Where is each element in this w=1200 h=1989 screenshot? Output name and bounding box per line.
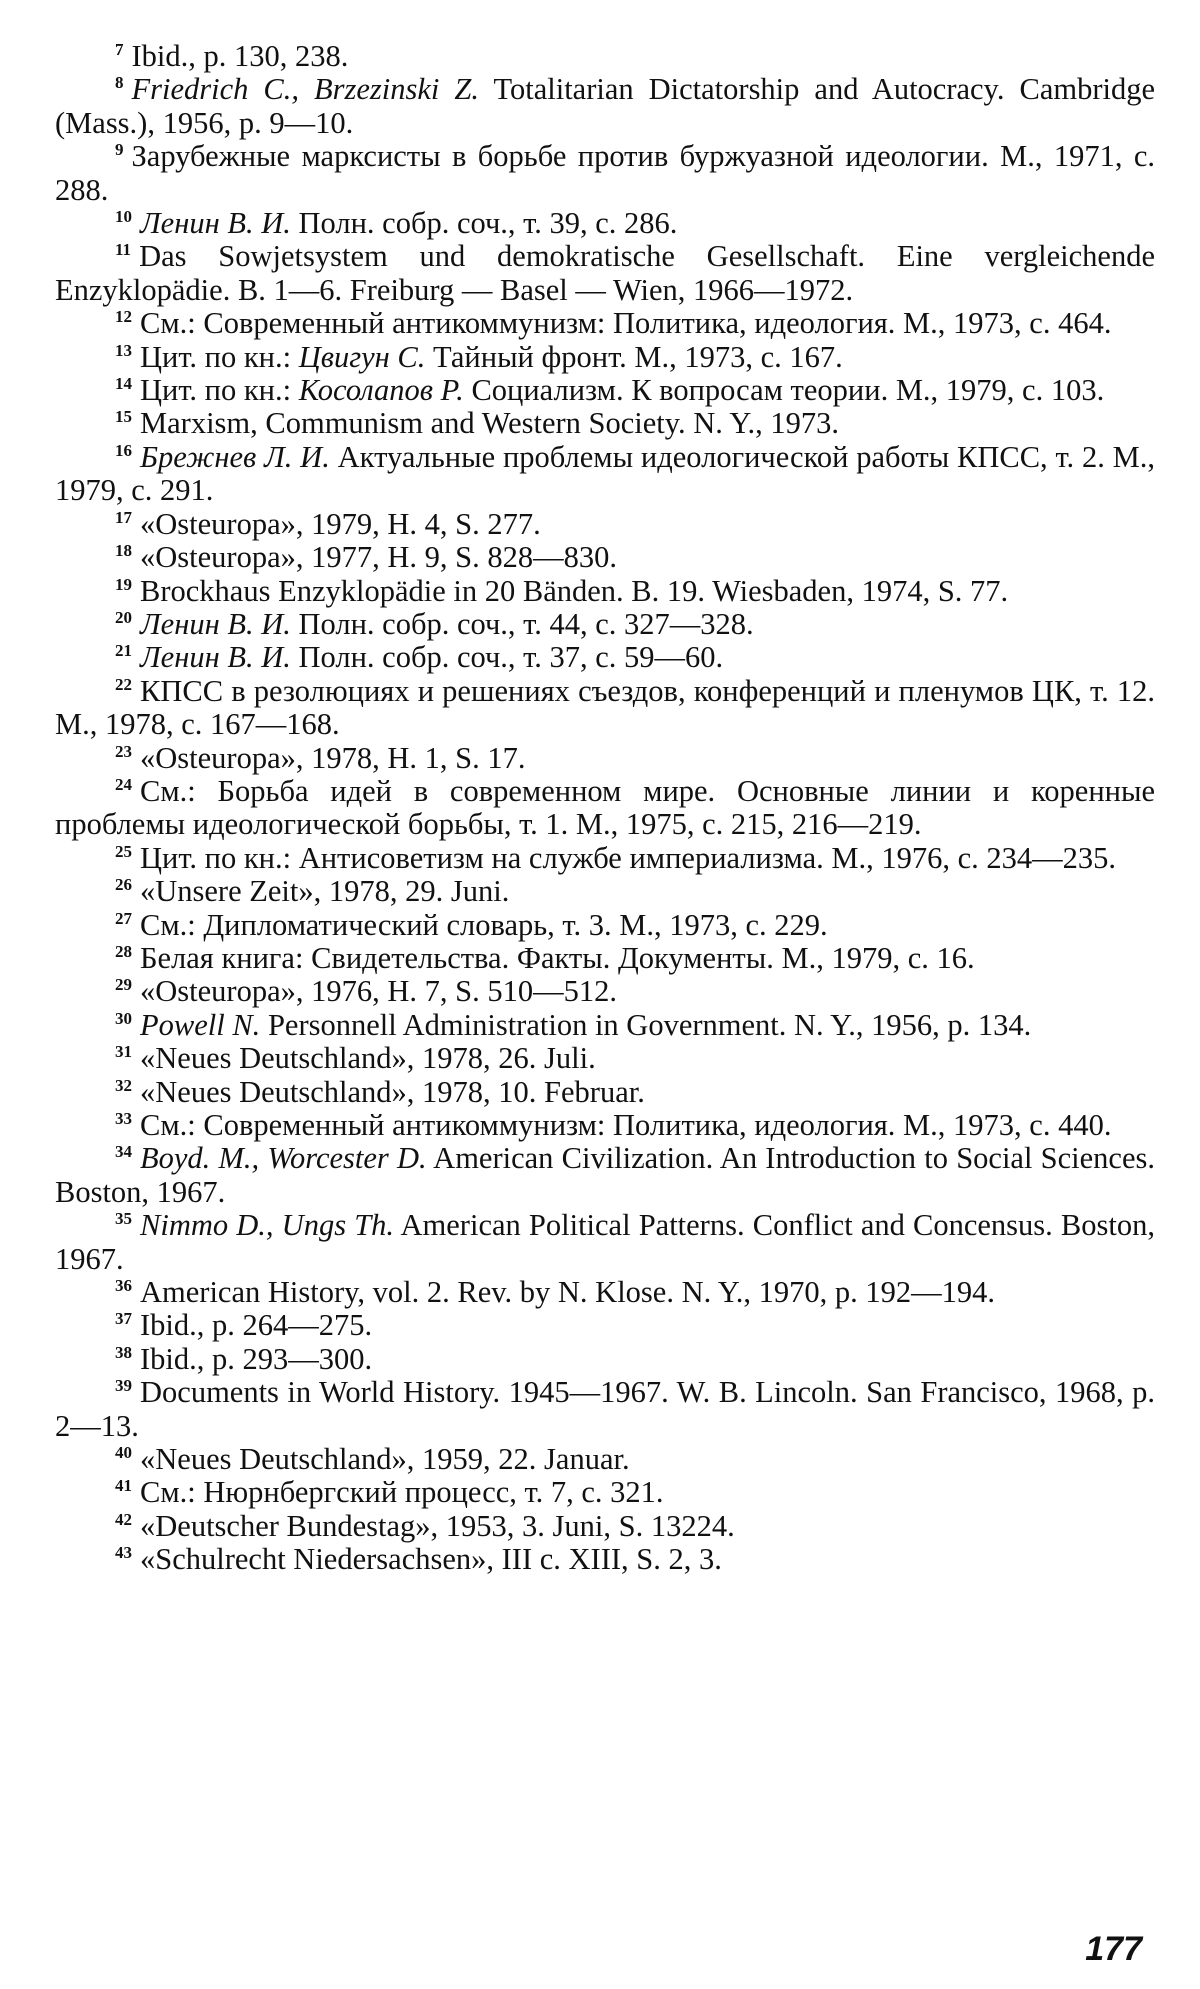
footnote-8 <box>55 73 1155 140</box>
footnote-30 <box>55 1009 1155 1042</box>
footnote-number: 16 <box>115 440 132 460</box>
footnote-number: 12 <box>115 307 132 327</box>
footnote-list <box>55 40 1155 1577</box>
footnote-number: 42 <box>115 1509 132 1529</box>
footnote-number: 26 <box>115 875 132 895</box>
footnote-number: 10 <box>115 207 132 227</box>
footnote-34 <box>55 1142 1155 1209</box>
footnote-text: См.: Современный антикоммунизм: Политика, идеология. М., 1973, с. 464. <box>140 306 1112 341</box>
footnote-text: «Osteuropa», 1977, H. 9, S. 828—830. <box>140 540 617 575</box>
footnote-text: Актуальные проблемы идеологической работы КПСС, т. 2. М., 1979, с. 291. <box>55 439 1155 508</box>
footnote-text: Белая книга: Свидетельства. Факты. Документы. М., 1979, с. 16. <box>140 940 975 975</box>
footnote-number: 30 <box>115 1008 132 1028</box>
footnote-text: Цит. по кн.: <box>140 339 299 374</box>
footnote-40 <box>55 1443 1155 1476</box>
footnote-36 <box>55 1276 1155 1309</box>
footnote-number: 17 <box>115 507 132 527</box>
footnote-number: 13 <box>115 340 132 360</box>
footnotes-page <box>55 40 1155 1577</box>
footnote-text: Полн. собр. соч., т. 37, с. 59—60. <box>290 640 724 675</box>
page-number: 177 <box>1085 1930 1142 1968</box>
footnote-10 <box>55 207 1155 240</box>
footnote-number: 7 <box>115 40 124 59</box>
footnote-number: 23 <box>115 741 132 761</box>
footnote-42 <box>55 1510 1155 1543</box>
footnote-number: 27 <box>115 908 132 928</box>
footnote-author: Ленин В. И. <box>140 206 291 241</box>
footnote-text: «Deutscher Bundestag», 1953, 3. Juni, S. 13224. <box>140 1508 735 1543</box>
footnote-17 <box>55 508 1155 541</box>
footnote-number: 19 <box>115 574 132 594</box>
footnote-14 <box>55 374 1155 407</box>
footnote-text: См.: Дипломатический словарь, т. 3. М., 1973, с. 229. <box>140 907 828 942</box>
footnote-number: 14 <box>115 374 132 394</box>
footnote-author: Nimmo D., Ungs Th. <box>140 1208 395 1243</box>
footnote-number: 35 <box>115 1209 132 1229</box>
footnote-number: 21 <box>115 641 132 661</box>
footnote-text: Полн. собр. соч., т. 39, с. 286. <box>290 206 678 241</box>
footnote-37 <box>55 1309 1155 1342</box>
footnote-23 <box>55 742 1155 775</box>
footnote-text: Brockhaus Enzyklopädie in 20 Bänden. B. 19. Wiesbaden, 1974, S. 77. <box>140 573 1009 608</box>
footnote-number: 36 <box>115 1276 132 1296</box>
footnote-author: Косолапов Р. <box>298 373 464 408</box>
footnote-text: «Osteuropa», 1979, H. 4, S. 277. <box>140 506 541 541</box>
footnote-39 <box>55 1376 1155 1443</box>
footnote-number: 37 <box>115 1309 132 1329</box>
footnote-9 <box>55 140 1155 207</box>
footnote-number: 25 <box>115 841 132 861</box>
footnote-text: См.: Борьба идей в современном мире. Основные линии и коренные проблемы идеологической борьбы, т. 1. М., 1975, с. 215, 216—219. <box>55 773 1155 842</box>
footnote-text: КПСС в резолюциях и решениях съездов, конференций и пленумов ЦК, т. 12. М., 1978, с. 167—168. <box>55 673 1155 742</box>
footnote-32 <box>55 1076 1155 1109</box>
footnote-21 <box>55 641 1155 674</box>
footnote-author: Boyd. M., Worcester D. <box>140 1141 427 1176</box>
footnote-text: Полн. собр. соч., т. 44, с. 327—328. <box>290 606 754 641</box>
footnote-43 <box>55 1543 1155 1576</box>
footnote-38 <box>55 1343 1155 1376</box>
footnote-number: 15 <box>115 407 132 427</box>
footnote-number: 18 <box>115 541 132 561</box>
footnote-number: 33 <box>115 1109 132 1128</box>
footnote-author: Ленин В. И. <box>140 606 291 641</box>
footnote-18 <box>55 541 1155 574</box>
footnote-text: American Civilization. An Introduction to Social Sciences. Boston, 1967. <box>55 1141 1155 1209</box>
footnote-text: Зарубежные марксисты в борьбе против буржуазной идеологии. М., 1971, с. 288. <box>55 139 1155 207</box>
footnote-19 <box>55 575 1155 608</box>
footnote-text: «Neues Deutschland», 1959, 22. Januar. <box>140 1442 630 1477</box>
footnote-text: Ibid., p. 130, 238. <box>131 39 349 73</box>
footnote-number: 22 <box>115 674 132 694</box>
footnote-author: Friedrich C., Brzezinski Z. <box>131 72 480 107</box>
footnote-35 <box>55 1209 1155 1276</box>
footnote-text: Ibid., p. 293—300. <box>140 1341 373 1376</box>
footnote-12 <box>55 307 1155 340</box>
footnote-31 <box>55 1042 1155 1075</box>
footnote-number: 29 <box>115 975 132 995</box>
footnote-text: Das Sowjetsystem und demokratische Gesellschaft. Eine vergleichende Enzyklopädie. B. 1—6. Freiburg — Basel — Wien, 1966—1972. <box>55 239 1155 307</box>
footnote-number: 39 <box>115 1376 132 1396</box>
footnote-author: Цвигун С. <box>298 339 426 374</box>
footnote-author: Брежнев Л. И. <box>140 439 330 474</box>
footnote-text: «Osteuropa», 1976, H. 7, S. 510—512. <box>140 974 617 1009</box>
footnote-11 <box>55 240 1155 307</box>
footnote-number: 32 <box>115 1075 132 1095</box>
footnote-number: 41 <box>115 1476 132 1496</box>
footnote-author: Ленин В. И. <box>140 640 291 675</box>
footnote-41 <box>55 1476 1155 1509</box>
footnote-text: Социализм. К вопросам теории. М., 1979, с. 103. <box>463 373 1105 408</box>
footnote-number: 43 <box>115 1543 132 1563</box>
footnote-text: American Political Patterns. Conflict and Concensus. Boston, 1967. <box>55 1208 1155 1276</box>
footnote-25 <box>55 842 1155 875</box>
footnote-number: 9 <box>115 140 124 160</box>
footnote-number: 34 <box>115 1142 132 1162</box>
footnote-text: Цит. по кн.: Антисоветизм на службе империализма. М., 1976, с. 234—235. <box>140 840 1117 875</box>
footnote-13 <box>55 341 1155 374</box>
footnote-number: 8 <box>115 73 124 93</box>
footnote-text: «Osteuropa», 1978, H. 1, S. 17. <box>140 740 526 775</box>
footnote-text: Цит. по кн.: <box>140 373 299 408</box>
footnote-20 <box>55 608 1155 641</box>
footnote-number: 24 <box>115 774 132 794</box>
footnote-text: Ibid., p. 264—275. <box>140 1308 373 1343</box>
footnote-text: См.: Современный антикоммунизм: Политика, идеология. М., 1973, с. 440. <box>140 1108 1112 1142</box>
footnote-number: 28 <box>115 941 132 961</box>
footnote-22 <box>55 675 1155 742</box>
footnote-26 <box>55 875 1155 908</box>
footnote-text: Marxism, Communism and Western Society. N. Y., 1973. <box>140 406 840 441</box>
footnote-number: 38 <box>115 1342 132 1362</box>
footnote-text: «Neues Deutschland», 1978, 10. Februar. <box>140 1074 645 1109</box>
footnote-33 <box>55 1109 1155 1142</box>
footnote-15 <box>55 407 1155 440</box>
footnote-27 <box>55 909 1155 942</box>
footnote-text: Personnell Administration in Government. N. Y., 1956, p. 134. <box>260 1007 1032 1042</box>
footnote-text: Totalitarian Dictatorship and Autocracy. Cambridge (Mass.), 1956, p. 9—10. <box>55 72 1155 140</box>
footnote-text: American History, vol. 2. Rev. by N. Klose. N. Y., 1970, p. 192—194. <box>140 1275 996 1310</box>
footnote-text: «Unsere Zeit», 1978, 29. Juni. <box>140 874 510 909</box>
footnote-text: «Neues Deutschland», 1978, 26. Juli. <box>140 1041 596 1076</box>
footnote-text: «Schulrecht Niedersachsen», III c. XIII, S. 2, 3. <box>140 1542 722 1577</box>
footnote-number: 11 <box>115 240 132 260</box>
footnote-number: 40 <box>115 1443 132 1463</box>
footnote-number: 31 <box>115 1042 132 1062</box>
footnote-24 <box>55 775 1155 842</box>
footnote-number: 20 <box>115 607 132 627</box>
footnote-text: См.: Нюрнбергский процесс, т. 7, с. 321. <box>140 1475 664 1510</box>
footnote-author: Powell N. <box>140 1007 261 1042</box>
footnote-28 <box>55 942 1155 975</box>
footnote-29 <box>55 975 1155 1008</box>
footnote-text: Тайный фронт. М., 1973, с. 167. <box>425 339 843 374</box>
footnote-text: Documents in World History. 1945—1967. W. B. Lincoln. San Francisco, 1968, p. 2—13. <box>55 1375 1155 1443</box>
footnote-16 <box>55 441 1155 508</box>
footnote-7 <box>55 40 1155 73</box>
